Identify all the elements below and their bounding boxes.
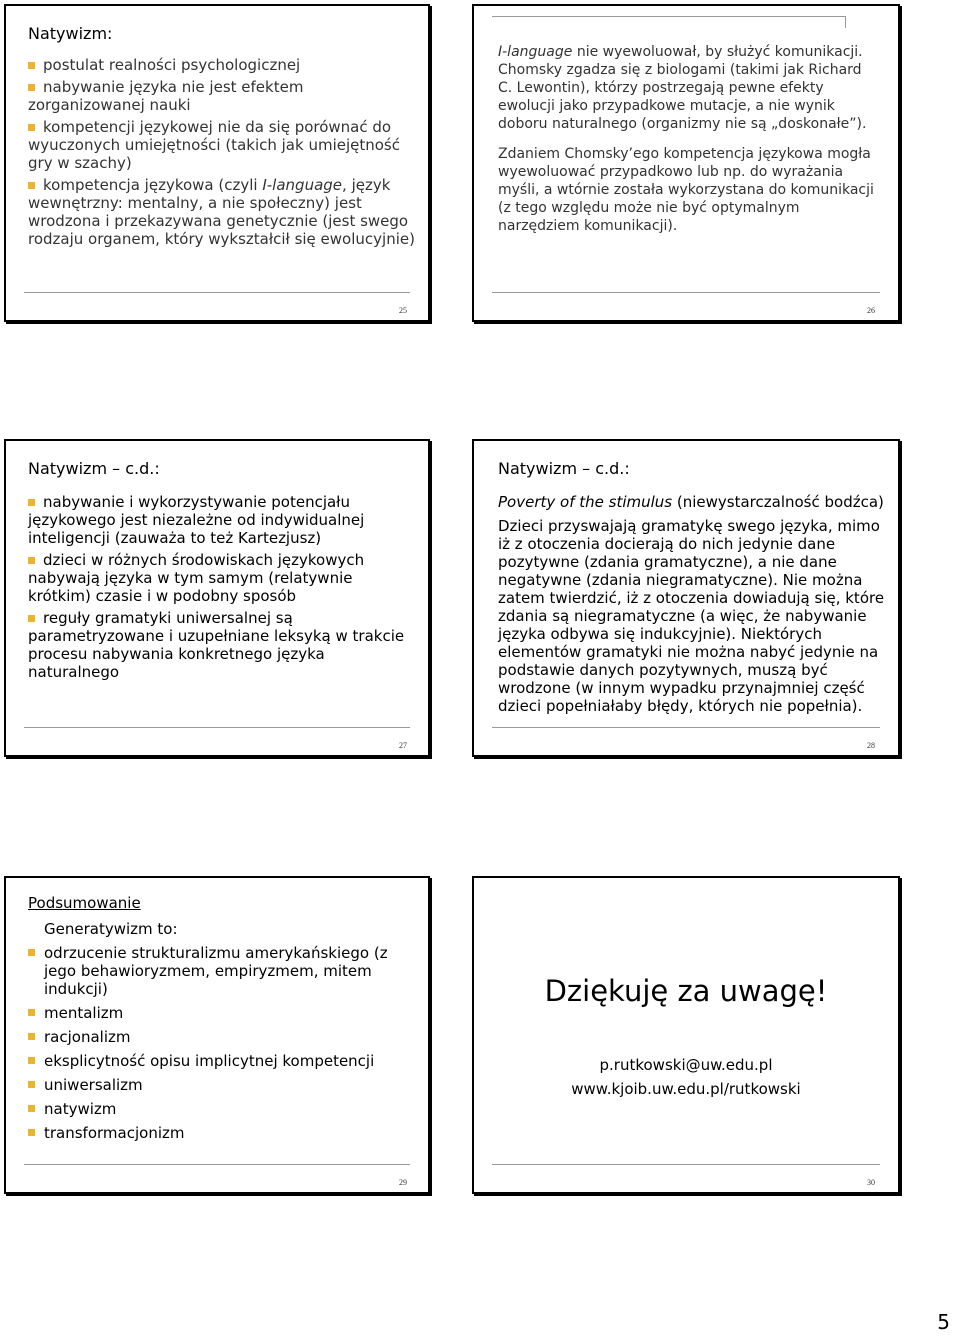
divider <box>24 727 410 728</box>
paragraph: I-language nie wyewoluował, by służyć komunikacji. Chomsky zgadza się z biologami (takimi jak Richard C. Lewontin), którzy postrzegają pewne efekty ewolucji jako przypadkowe mutacje, a nie wynik doboru naturalnego (organizmy nie są „doskonałe”). <box>498 44 867 132</box>
slide-title: Natywizm: <box>28 24 113 43</box>
slide-body <box>498 493 894 727</box>
slide-number: 26 <box>867 306 875 315</box>
slide-title: Natywizm – c.d.: <box>28 459 160 478</box>
slide-29 <box>4 876 430 1194</box>
slide-number: 29 <box>399 1178 407 1187</box>
bullet-list <box>28 493 408 681</box>
divider <box>24 1164 410 1165</box>
list-item: transformacjonizm <box>28 1124 408 1142</box>
slide-25 <box>4 4 430 322</box>
subtitle: Poverty of the stimulus (niewystarczalność bodźca) <box>498 493 884 511</box>
slide-title: Natywizm – c.d.: <box>498 459 630 478</box>
bullet-icon <box>28 557 35 564</box>
thanks-heading: Dziękuję za uwagę! <box>544 974 828 1008</box>
bullet-icon <box>28 615 35 622</box>
paragraph: Dzieci przyswajają gramatykę swego języka, mimo iż z otoczenia docierają do nich jedynie dane pozytywne (zdania gramatyczne), a nie dane negatywne (zdania niegramatyczne). Nie można zatem twierdzić, iż z otoczenia dowiadują się, które zdania są niegramatyczne (a więc, że nabywanie języka odbywa się indukcyjnie). Niektórych elementów gramatyki nie można nabyć jedynie na podstawie danych pozytywnych, muszą być wrodzone (w innym wypadku przynajmniej część dzieci popełniałaby błędy, których nie popełnia). <box>498 517 885 715</box>
list-item: nabywanie i wykorzystywanie potencjału językowego jest niezależne od indywidualnej inteligencji (zauważa to też Kartezjusz) <box>28 493 365 547</box>
bullet-icon <box>28 1105 35 1112</box>
divider <box>492 727 880 728</box>
bullet-icon <box>28 182 35 189</box>
list-item: nabywanie języka nie jest efektem zorganizowanej nauki <box>28 78 304 114</box>
bullet-icon <box>28 1009 35 1016</box>
slide-30 <box>472 876 900 1194</box>
bullet-icon <box>28 1033 35 1040</box>
bullet-icon <box>28 499 35 506</box>
slide-title: Podsumowanie <box>28 894 141 912</box>
page-number: 5 <box>937 1310 950 1334</box>
divider <box>492 292 880 293</box>
divider <box>492 16 846 17</box>
website-text: www.kjoib.uw.edu.pl/rutkowski <box>571 1080 801 1098</box>
divider <box>24 292 410 293</box>
slide-28 <box>472 439 900 757</box>
slide-26 <box>472 4 900 322</box>
slide-27 <box>4 439 430 757</box>
slide-body <box>498 43 878 247</box>
bullet-list <box>28 944 408 1148</box>
list-item: postulat realności psychologicznej <box>28 56 420 74</box>
list-item: mentalizm <box>28 1004 408 1022</box>
bullet-icon <box>28 124 35 131</box>
bullet-icon <box>28 1129 35 1136</box>
paragraph: Zdaniem Chomsky’ego kompetencja językowa mogła wyewoluować przypadkowo lub np. do wyrażania myśli, a wtórnie została wykorzystana do komunikacji (z tego względu może nie być optymalnym narzędziem komunikacji). <box>498 146 874 234</box>
slide-number: 30 <box>867 1178 875 1187</box>
slide-number: 27 <box>399 741 407 750</box>
bullet-icon <box>28 949 35 956</box>
slide-number: 25 <box>399 306 407 315</box>
list-item: uniwersalizm <box>28 1076 408 1094</box>
divider <box>492 1164 880 1165</box>
list-item: reguły gramatyki uniwersalnej są parametryzowane i uzupełniane leksyką w trakcie procesu nabywania konkretnego języka naturalnego <box>28 609 405 681</box>
bullet-icon <box>28 1081 35 1088</box>
bullet-icon <box>28 1057 35 1064</box>
bullet-list <box>28 56 420 248</box>
list-item: kompetencja językowa (czyli I-language, język wewnętrzny: mentalny, a nie społeczny) jest wrodzona i przekazywana genetycznie (jest swego rodzaju organem, który wykształcił się ewolucyjnie) <box>28 176 415 248</box>
list-item: odrzucenie strukturalizmu amerykańskiego (z jego behawioryzmem, empiryzmem, mitem indukcji) <box>28 944 408 998</box>
list-item: racjonalizm <box>28 1028 408 1046</box>
bullet-icon <box>28 62 35 69</box>
list-item: dzieci w różnych środowiskach językowych nabywają języka w tym samym (relatywnie krótkim) czasie i w podobny sposób <box>28 551 365 605</box>
slide-number: 28 <box>867 741 875 750</box>
list-item: kompetencji językowej nie da się porównać do wyuczonych umiejętności (takich jak umiejętność gry w szachy) <box>28 118 400 172</box>
bullet-icon <box>28 84 35 91</box>
list-item: natywizm <box>28 1100 408 1118</box>
list-item: eksplicytność opisu implicytnej kompetencji <box>28 1052 408 1070</box>
email-text: p.rutkowski@uw.edu.pl <box>599 1056 773 1074</box>
intro-text: Generatywizm to: <box>44 920 178 938</box>
